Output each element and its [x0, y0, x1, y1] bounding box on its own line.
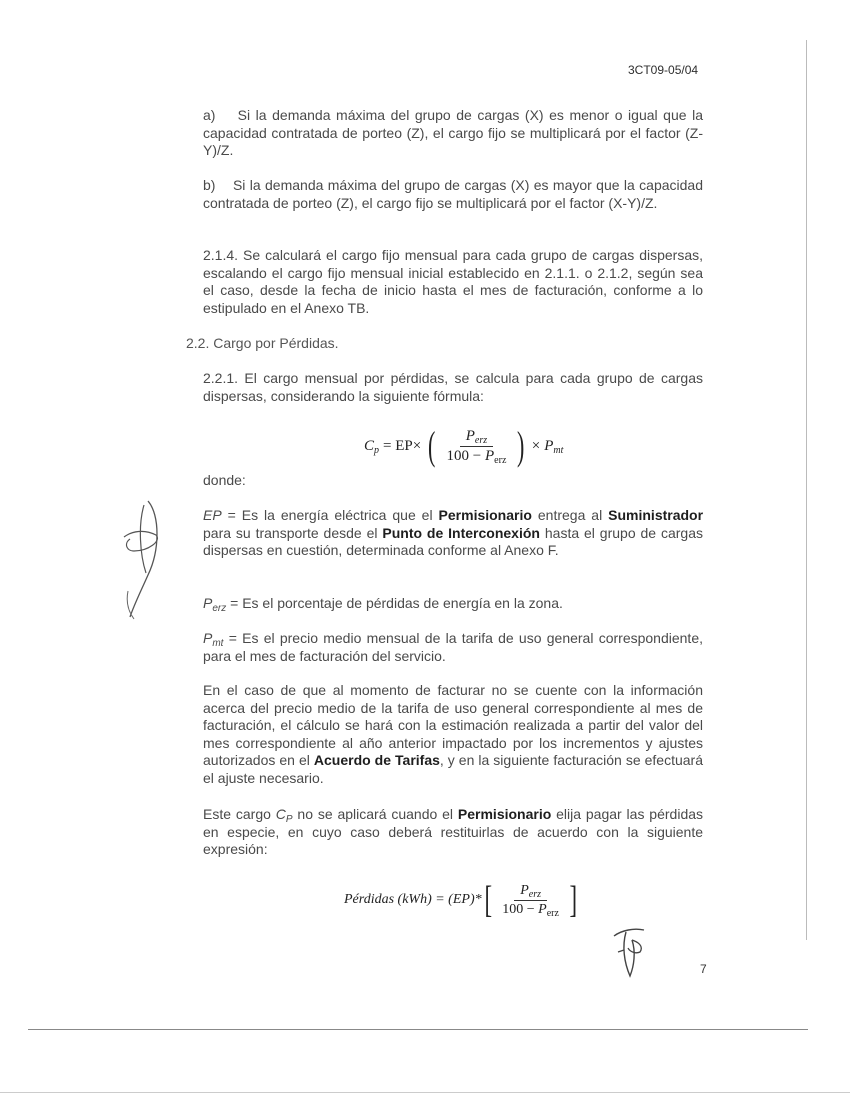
formula-lhs: $C_p$ — [364, 437, 380, 456]
bottom-scan-edge — [0, 1092, 850, 1093]
right-bracket: ] — [569, 879, 578, 921]
footer-rule — [28, 1029, 808, 1030]
paragraph-estimation: En el caso de que al momento de facturar no se cuente con la información acerca del precio medio de la tarifa de uso general correspondiente al mes de facturación, el cálculo se hará con la estimación realizada a partir del valor del mes correspondiente al año anterior impactado por los incrementos y ajustes autorizados en el Acuerdo de Tarifas, y en la siguiente facturación se efectuará el ajuste necesario. — [203, 682, 703, 786]
left-paren: ( — [428, 423, 436, 468]
section-heading-2-2: 2.2. Cargo por Pérdidas. — [186, 335, 339, 351]
formula-fraction — [441, 428, 513, 465]
paragraph-a-label: a) — [203, 107, 216, 123]
formula-times: × — [531, 437, 541, 454]
perz-term: $P_{erz}$ — [203, 595, 227, 614]
definition-pmt: $P_{mt} = Es$ el precio medio mensual de la tarifa de uso general correspondiente, para el mes de facturación del servicio. — [203, 630, 703, 664]
cp-term: $C_P$ — [275, 806, 293, 825]
definition-ep: EP = Es la energía eléctrica que el Permisionario entrega al Suministrador para su transporte desde el Punto de Interconexión hasta el grupo de cargas dispersas en cuestión, determinada conforme al Anexo F. — [203, 507, 704, 559]
paragraph-2-1-4-text: 2.1.4. Se calculará el cargo fijo mensual para cada grupo de cargas dispersas, escalando el cargo fijo mensual inicial establecido en 2.1.1. o 2.1.2, según sea el caso, desde la fecha de inicio hasta el mes de facturación, conforme a lo estipulado en el Anexo TB. — [203, 247, 703, 316]
right-scan-edge — [806, 40, 807, 940]
fraction-denominator: $100 - P_{erz}$ — [446, 447, 507, 466]
ep-term: EP — [203, 507, 222, 523]
losses-in-kind-formula — [344, 876, 580, 924]
paragraph-2-2-1 — [203, 370, 703, 405]
handwritten-initials — [610, 922, 650, 980]
handwritten-signature-left — [118, 495, 168, 625]
paragraph-2-1-4 — [203, 247, 703, 317]
formula2-lhs: Pérdidas (kWh) = (EP)* — [344, 892, 482, 907]
fraction-numerator: $P_{erz}$ — [460, 428, 493, 447]
losses-charge-formula — [364, 421, 563, 471]
paragraph-b-label: b) — [203, 177, 216, 193]
paragraph-cargo-cp: Este cargo $C_P$ no se aplicará cuando el Permisionario elija pagar las pérdidas en especie, en cuyo caso deberá restituirlas de acuerdo con la siguiente expresión: — [203, 806, 704, 858]
pmt-term: $P_{mt}$ — [203, 630, 224, 649]
donde-label: donde: — [203, 472, 246, 488]
formula-rhs: $P_{mt}$ — [544, 437, 564, 456]
formula2-denominator: $100 - P_{erz}$ — [502, 901, 559, 919]
right-paren: ) — [517, 423, 525, 468]
left-bracket: [ — [484, 879, 492, 921]
paragraph-a-text: Si la demanda máxima del grupo de cargas (X) es menor o igual que la capacidad contratada de porteo (Z), el cargo fijo se multiplicará por el factor (Z-Y)/Z. — [203, 107, 703, 159]
paragraph-2-2-1-text: 2.2.1. El cargo mensual por pérdidas, se calcula para cada grupo de cargas dispersas, considerando la siguiente fórmula: — [203, 370, 703, 404]
paragraph-b — [203, 177, 703, 212]
formula2-fraction — [496, 883, 565, 918]
paragraph-a — [203, 107, 703, 160]
formula2-numerator: $P_{erz}$ — [514, 883, 547, 901]
paragraph-b-text: Si la demanda máxima del grupo de cargas (X) es mayor que la capacidad contratada de porteo (Z), el cargo fijo se multiplicará por el factor (X-Y)/Z. — [203, 177, 703, 211]
definition-perz: $P_{erz} = Es$ el porcentaje de pérdidas de energía en la zona. — [203, 595, 563, 614]
formula-equals: = EP× — [383, 437, 422, 454]
document-code: 3CT09-05/04 — [628, 63, 699, 77]
page-number: 7 — [700, 962, 707, 976]
